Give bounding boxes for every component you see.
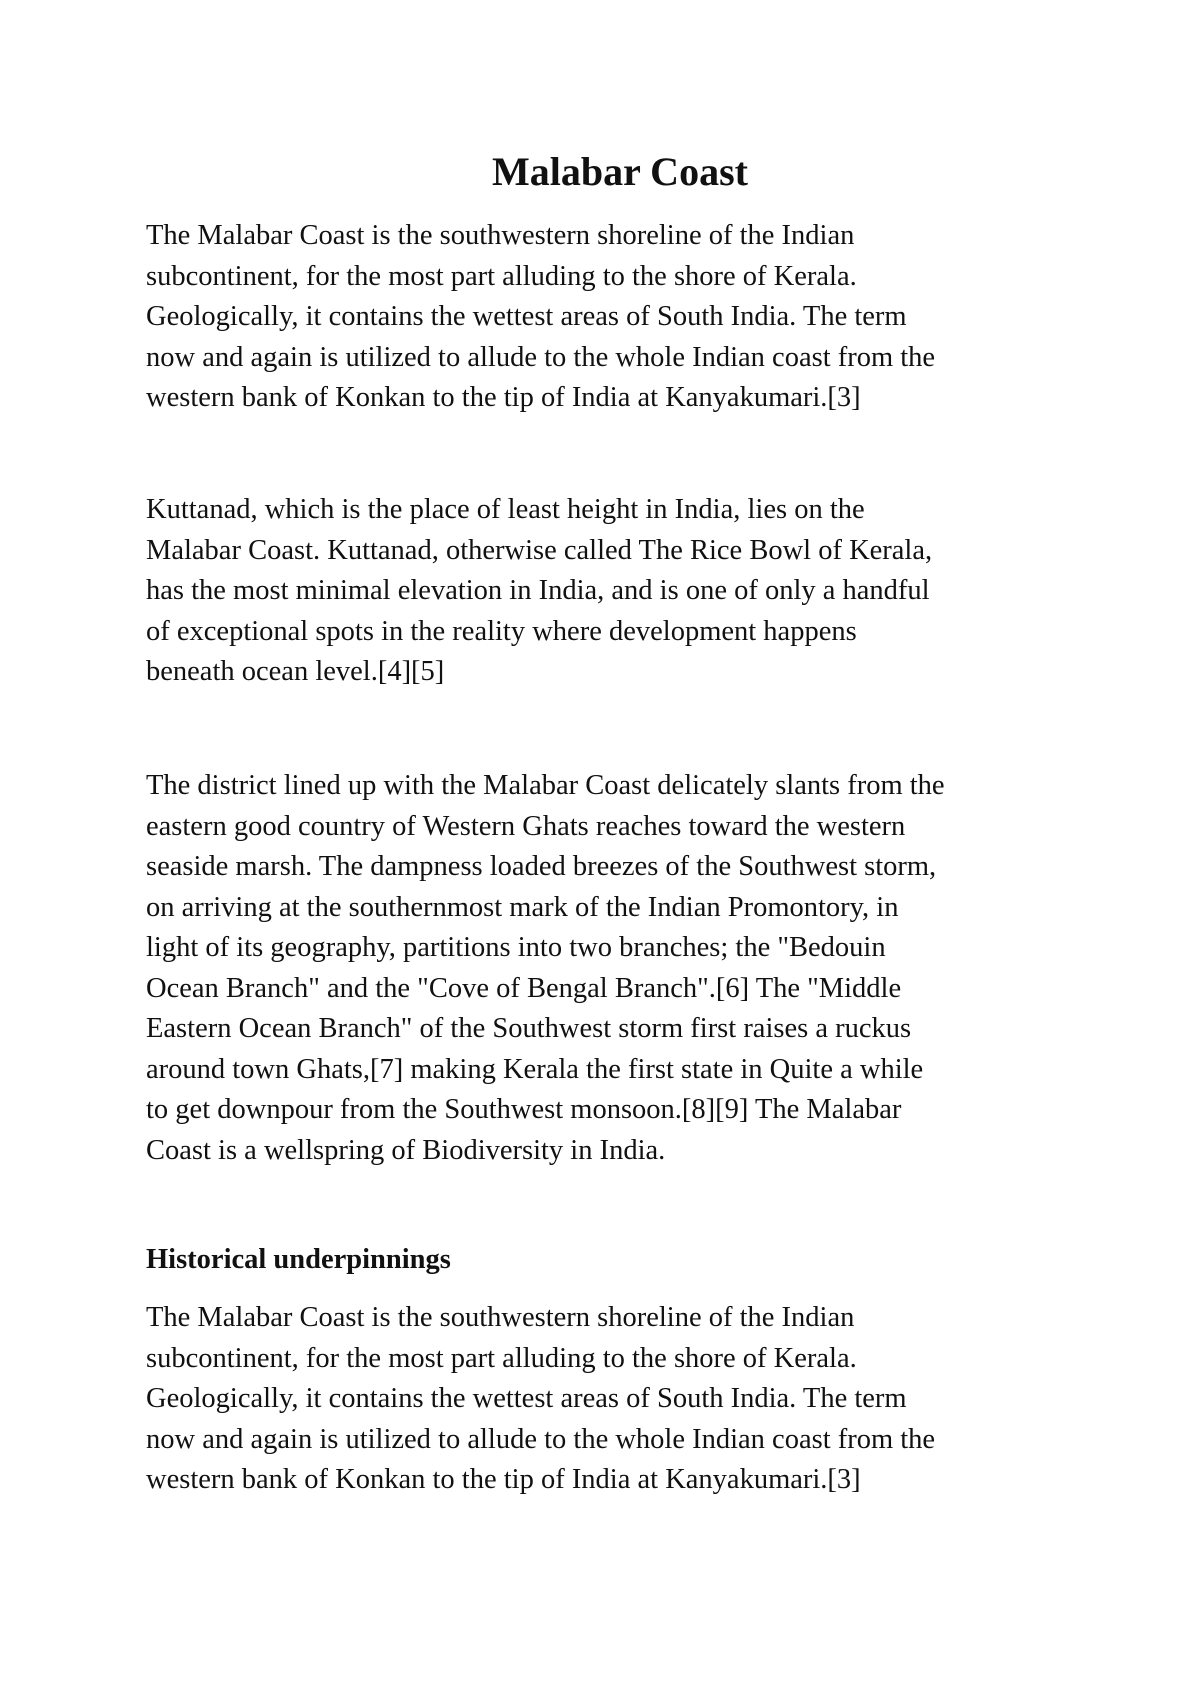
document-title: Malabar Coast <box>492 149 748 194</box>
paragraph-intro: The Malabar Coast is the southwestern shoreline of the Indian subcontinent, for the most part alluding to the shore of Kerala. Geologically, it contains the wettest areas of South India. The term now and again is utilized to allude to the whole Indian coast from the western bank of Konkan to the tip of India at Kanyakumari.[3] <box>146 220 936 413</box>
section-heading: Historical underpinnings <box>146 1244 451 1275</box>
paragraph-climate: The district lined up with the Malabar Coast delicately slants from the eastern good country of Western Ghats reaches toward the western seaside marsh. The dampness loaded breezes of the Southwest storm, on arriving at the southernmost mark of the Indian Promontory, in light of its geography, partitions into two branches; the "Bedouin Ocean Branch" and the "Cove of Bengal Branch".[6] The "Middle Eastern Ocean Branch" of the Southwest storm first raises a ruckus around town Ghats,[7] making Kerala the first state in Quite a while to get downpour from the Southwest monsoon.[8][9] The Malabar Coast is a wellspring of Biodiversity in India. <box>146 770 945 1166</box>
paragraph-kuttanad: Kuttanad, which is the place of least height in India, lies on the Malabar Coast. Kuttanad, otherwise called The Rice Bowl of Kerala, has the most minimal elevation in India, and is one of only a handful of exceptional spots in the reality where development happens beneath ocean level.[4][5] <box>146 494 933 687</box>
paragraph-history: The Malabar Coast is the southwestern shoreline of the Indian subcontinent, for the most part alluding to the shore of Kerala. Geologically, it contains the wettest areas of South India. The term now and again is utilized to allude to the whole Indian coast from the western bank of Konkan to the tip of India at Kanyakumari.[3] <box>146 1302 936 1495</box>
